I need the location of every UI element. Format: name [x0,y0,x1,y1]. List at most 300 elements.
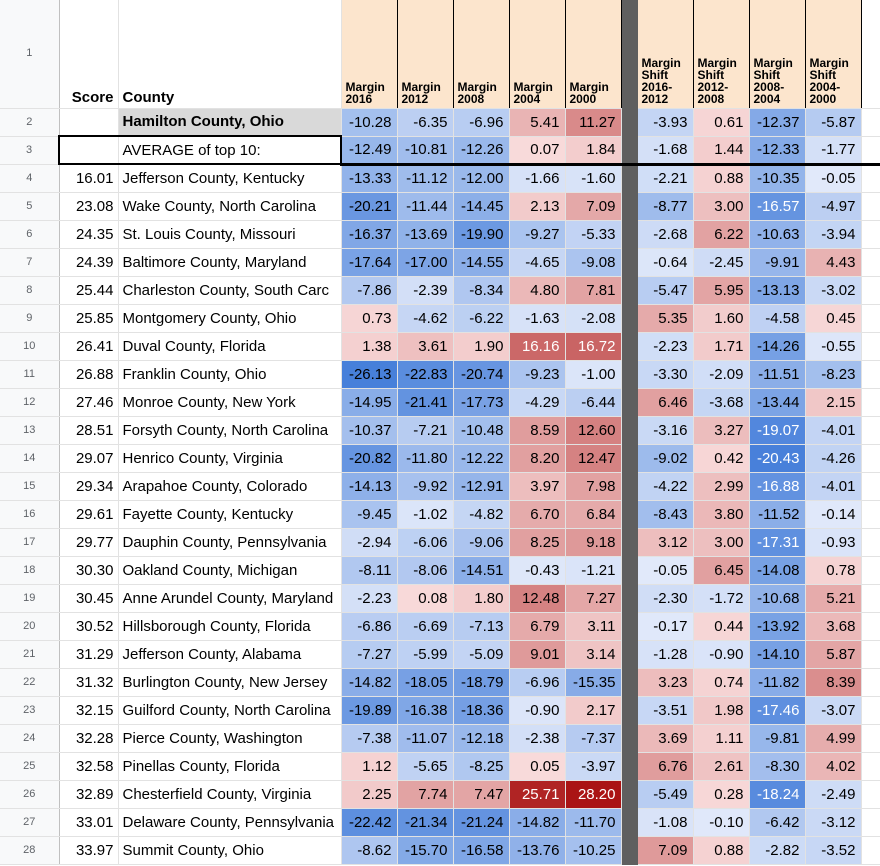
margin-cell[interactable]: -16.58 [453,836,509,864]
margin-cell[interactable]: -16.37 [341,220,397,248]
margin-cell[interactable]: 16.72 [565,332,621,360]
empty-cell[interactable] [861,276,880,304]
margin-cell[interactable]: -6.44 [565,388,621,416]
score-cell[interactable]: 32.28 [59,724,118,752]
margin-cell[interactable]: -6.69 [397,612,453,640]
margin-shift-cell[interactable]: -3.68 [693,388,749,416]
margin-shift-cell[interactable]: 7.09 [637,836,693,864]
county-cell[interactable]: Summit County, Ohio [118,836,341,864]
margin-shift-cell[interactable]: -2.21 [637,164,693,192]
margin-cell[interactable]: -14.95 [341,388,397,416]
score-cell[interactable]: 31.29 [59,640,118,668]
score-cell[interactable]: 30.45 [59,584,118,612]
margin-shift-cell[interactable]: -0.93 [805,528,861,556]
county-cell[interactable]: Jefferson County, Kentucky [118,164,341,192]
row-number[interactable]: 5 [0,192,59,220]
row-number[interactable]: 15 [0,472,59,500]
margin-cell[interactable]: 0.73 [341,304,397,332]
empty-cell[interactable] [861,304,880,332]
margin-cell[interactable]: -11.44 [397,192,453,220]
margin-cell[interactable]: 2.13 [509,192,565,220]
margin-cell[interactable]: -18.05 [397,668,453,696]
row-number[interactable]: 21 [0,640,59,668]
margin-cell[interactable]: -3.97 [565,752,621,780]
margin-cell[interactable]: 6.70 [509,500,565,528]
margin-cell[interactable]: -9.27 [509,220,565,248]
county-cell[interactable]: Franklin County, Ohio [118,360,341,388]
margin-cell[interactable]: -0.90 [509,696,565,724]
county-cell[interactable]: Chesterfield County, Virginia [118,780,341,808]
margin-shift-cell[interactable]: 0.42 [693,444,749,472]
margin-shift-cell[interactable]: 3.69 [637,724,693,752]
margin-cell[interactable]: -5.33 [565,220,621,248]
score-cell[interactable]: 29.77 [59,528,118,556]
row-number[interactable]: 16 [0,500,59,528]
margin-cell[interactable]: -18.36 [453,696,509,724]
margin-cell[interactable]: -2.38 [509,724,565,752]
margin-cell[interactable]: -6.96 [509,668,565,696]
margin-shift-cell[interactable]: -3.93 [637,108,693,136]
score-cell[interactable]: 26.41 [59,332,118,360]
county-cell[interactable]: Montgomery County, Ohio [118,304,341,332]
margin-cell[interactable]: 2.25 [341,780,397,808]
county-cell[interactable]: Wake County, North Carolina [118,192,341,220]
empty-cell[interactable] [861,528,880,556]
margin-shift-cell[interactable]: -0.64 [637,248,693,276]
margin-shift-cell[interactable]: -13.92 [749,612,805,640]
margin-cell[interactable]: 1.80 [453,584,509,612]
margin-cell[interactable]: -14.82 [509,808,565,836]
margin-cell[interactable]: 7.98 [565,472,621,500]
margin-cell[interactable]: 11.27 [565,108,621,136]
score-cell[interactable]: 26.88 [59,360,118,388]
margin-cell[interactable]: -7.13 [453,612,509,640]
margin-cell[interactable]: -13.33 [341,164,397,192]
margin-cell[interactable]: -14.51 [453,556,509,584]
margin-cell[interactable]: -8.06 [397,556,453,584]
margin-cell[interactable]: -6.22 [453,304,509,332]
margin-shift-cell[interactable]: -10.63 [749,220,805,248]
margin-cell[interactable]: -7.27 [341,640,397,668]
margin-shift-cell[interactable]: -12.37 [749,108,805,136]
margin-cell[interactable]: -1.63 [509,304,565,332]
margin-cell[interactable]: -20.21 [341,192,397,220]
row-number[interactable]: 13 [0,416,59,444]
empty-cell[interactable] [861,556,880,584]
margin-header[interactable]: Margin 2012 [397,0,453,108]
margin-cell[interactable]: 7.27 [565,584,621,612]
row-number[interactable]: 14 [0,444,59,472]
row-number[interactable]: 17 [0,528,59,556]
margin-shift-cell[interactable]: -8.43 [637,500,693,528]
score-cell[interactable]: 27.46 [59,388,118,416]
empty-cell[interactable] [861,416,880,444]
margin-shift-cell[interactable]: -10.35 [749,164,805,192]
empty-cell[interactable] [861,752,880,780]
margin-shift-header[interactable]: Margin Shift 2008-2004 [749,0,805,108]
margin-cell[interactable]: -7.38 [341,724,397,752]
margin-cell[interactable]: -16.38 [397,696,453,724]
margin-cell[interactable]: 3.14 [565,640,621,668]
margin-cell[interactable]: -6.35 [397,108,453,136]
margin-shift-cell[interactable]: -3.52 [805,836,861,864]
margin-shift-cell[interactable]: -0.14 [805,500,861,528]
empty-cell[interactable] [861,696,880,724]
margin-shift-cell[interactable]: -17.31 [749,528,805,556]
margin-cell[interactable]: -1.00 [565,360,621,388]
county-cell[interactable]: Forsyth County, North Carolina [118,416,341,444]
county-cell[interactable]: Hillsborough County, Florida [118,612,341,640]
margin-cell[interactable]: -2.23 [341,584,397,612]
margin-shift-cell[interactable]: -14.26 [749,332,805,360]
margin-cell[interactable]: -6.86 [341,612,397,640]
margin-cell[interactable]: -9.08 [565,248,621,276]
row-number[interactable]: 12 [0,388,59,416]
margin-shift-cell[interactable]: -14.08 [749,556,805,584]
margin-shift-cell[interactable]: -16.88 [749,472,805,500]
row-number[interactable]: 9 [0,304,59,332]
margin-shift-cell[interactable]: 3.00 [693,192,749,220]
margin-shift-cell[interactable]: 4.43 [805,248,861,276]
margin-cell[interactable]: -7.21 [397,416,453,444]
margin-cell[interactable]: -17.73 [453,388,509,416]
margin-shift-cell[interactable]: -9.91 [749,248,805,276]
margin-cell[interactable]: -4.62 [397,304,453,332]
margin-cell[interactable]: -9.45 [341,500,397,528]
empty-cell[interactable] [861,584,880,612]
margin-cell[interactable]: -8.34 [453,276,509,304]
margin-header[interactable]: Margin 2000 [565,0,621,108]
margin-shift-cell[interactable]: 1.98 [693,696,749,724]
margin-shift-header[interactable]: Margin Shift 2016-2012 [637,0,693,108]
margin-cell[interactable]: 0.05 [509,752,565,780]
margin-cell[interactable]: -10.28 [341,108,397,136]
empty-cell[interactable] [861,612,880,640]
margin-shift-cell[interactable]: 4.02 [805,752,861,780]
empty-cell[interactable] [861,668,880,696]
margin-cell[interactable]: 12.47 [565,444,621,472]
margin-shift-cell[interactable]: 1.44 [693,136,749,164]
margin-cell[interactable]: -19.90 [453,220,509,248]
margin-shift-cell[interactable]: -2.09 [693,360,749,388]
margin-shift-cell[interactable]: -4.58 [749,304,805,332]
county-cell[interactable]: Oakland County, Michigan [118,556,341,584]
margin-cell[interactable]: -14.45 [453,192,509,220]
margin-shift-cell[interactable]: -3.16 [637,416,693,444]
row-number[interactable]: 1 [0,0,59,108]
margin-cell[interactable]: -4.82 [453,500,509,528]
margin-shift-cell[interactable]: 3.27 [693,416,749,444]
empty-cell[interactable] [861,248,880,276]
margin-cell[interactable]: -6.96 [453,108,509,136]
margin-cell[interactable]: -1.60 [565,164,621,192]
margin-cell[interactable]: 7.47 [453,780,509,808]
margin-shift-cell[interactable]: -2.30 [637,584,693,612]
margin-cell[interactable]: -11.70 [565,808,621,836]
empty-cell[interactable] [861,108,880,136]
county-cell[interactable]: Arapahoe County, Colorado [118,472,341,500]
margin-shift-cell[interactable]: -17.46 [749,696,805,724]
margin-shift-cell[interactable]: 0.74 [693,668,749,696]
row-number[interactable]: 22 [0,668,59,696]
margin-shift-cell[interactable]: -2.45 [693,248,749,276]
margin-cell[interactable]: 25.71 [509,780,565,808]
margin-header[interactable]: Margin 2008 [453,0,509,108]
margin-shift-cell[interactable]: -2.68 [637,220,693,248]
margin-cell[interactable]: -21.34 [397,808,453,836]
margin-shift-cell[interactable]: 6.46 [637,388,693,416]
margin-shift-cell[interactable]: -0.17 [637,612,693,640]
score-cell[interactable]: 28.51 [59,416,118,444]
margin-shift-cell[interactable]: -8.77 [637,192,693,220]
margin-shift-header[interactable]: Margin Shift 2004-2000 [805,0,861,108]
margin-shift-cell[interactable]: -11.82 [749,668,805,696]
margin-shift-cell[interactable]: 2.61 [693,752,749,780]
empty-cell[interactable] [861,360,880,388]
margin-cell[interactable]: -8.62 [341,836,397,864]
county-cell[interactable]: St. Louis County, Missouri [118,220,341,248]
margin-cell[interactable]: -15.70 [397,836,453,864]
row-number[interactable]: 26 [0,780,59,808]
margin-cell[interactable]: 7.09 [565,192,621,220]
score-cell[interactable] [59,136,118,164]
margin-cell[interactable]: -5.99 [397,640,453,668]
margin-cell[interactable]: -11.80 [397,444,453,472]
row-number[interactable]: 4 [0,164,59,192]
margin-shift-cell[interactable]: -0.10 [693,808,749,836]
margin-cell[interactable]: -17.64 [341,248,397,276]
margin-cell[interactable]: -7.37 [565,724,621,752]
empty-cell[interactable] [861,836,880,864]
margin-shift-cell[interactable]: 5.35 [637,304,693,332]
margin-cell[interactable]: 4.80 [509,276,565,304]
margin-cell[interactable]: 16.16 [509,332,565,360]
margin-shift-cell[interactable]: -5.49 [637,780,693,808]
margin-cell[interactable]: -6.06 [397,528,453,556]
empty-cell[interactable] [861,388,880,416]
score-cell[interactable]: 32.89 [59,780,118,808]
margin-shift-cell[interactable]: -13.13 [749,276,805,304]
margin-shift-cell[interactable]: 5.21 [805,584,861,612]
margin-shift-cell[interactable]: -9.02 [637,444,693,472]
margin-shift-cell[interactable]: 2.15 [805,388,861,416]
margin-cell[interactable]: -15.35 [565,668,621,696]
score-cell[interactable]: 30.52 [59,612,118,640]
county-cell[interactable]: Pierce County, Washington [118,724,341,752]
margin-cell[interactable]: -18.79 [453,668,509,696]
row-number[interactable]: 3 [0,136,59,164]
score-header[interactable]: Score [59,0,118,108]
margin-cell[interactable]: -8.11 [341,556,397,584]
margin-shift-cell[interactable]: 0.44 [693,612,749,640]
margin-cell[interactable]: -21.41 [397,388,453,416]
margin-cell[interactable]: 1.84 [565,136,621,164]
margin-cell[interactable]: 8.59 [509,416,565,444]
margin-cell[interactable]: 12.60 [565,416,621,444]
score-cell[interactable]: 33.01 [59,808,118,836]
row-number[interactable]: 6 [0,220,59,248]
margin-cell[interactable]: -22.42 [341,808,397,836]
margin-cell[interactable]: -20.82 [341,444,397,472]
margin-shift-cell[interactable]: -4.01 [805,416,861,444]
margin-cell[interactable]: -10.37 [341,416,397,444]
margin-shift-cell[interactable]: -2.49 [805,780,861,808]
margin-cell[interactable]: -12.18 [453,724,509,752]
margin-cell[interactable]: 0.08 [397,584,453,612]
row-number[interactable]: 19 [0,584,59,612]
margin-shift-cell[interactable]: 5.87 [805,640,861,668]
row-number[interactable]: 24 [0,724,59,752]
margin-shift-cell[interactable]: 3.68 [805,612,861,640]
row-number[interactable]: 10 [0,332,59,360]
county-cell[interactable]: Henrico County, Virginia [118,444,341,472]
score-cell[interactable]: 33.97 [59,836,118,864]
county-cell[interactable]: Anne Arundel County, Maryland [118,584,341,612]
margin-cell[interactable]: 9.01 [509,640,565,668]
margin-cell[interactable]: -21.24 [453,808,509,836]
margin-header[interactable]: Margin 2016 [341,0,397,108]
margin-cell[interactable]: -1.02 [397,500,453,528]
margin-cell[interactable]: -10.48 [453,416,509,444]
score-cell[interactable]: 32.58 [59,752,118,780]
margin-shift-cell[interactable]: -3.30 [637,360,693,388]
margin-shift-cell[interactable]: -11.52 [749,500,805,528]
margin-shift-cell[interactable]: 0.45 [805,304,861,332]
margin-cell[interactable]: -12.26 [453,136,509,164]
score-cell[interactable]: 31.32 [59,668,118,696]
margin-shift-cell[interactable]: 6.22 [693,220,749,248]
margin-cell[interactable]: -2.08 [565,304,621,332]
margin-cell[interactable]: 12.48 [509,584,565,612]
score-cell[interactable]: 29.34 [59,472,118,500]
margin-cell[interactable]: -9.23 [509,360,565,388]
empty-cell[interactable] [861,0,880,108]
margin-cell[interactable]: 0.07 [509,136,565,164]
empty-cell[interactable] [861,444,880,472]
margin-cell[interactable]: 2.17 [565,696,621,724]
row-number[interactable]: 2 [0,108,59,136]
margin-shift-cell[interactable]: 4.99 [805,724,861,752]
margin-shift-cell[interactable]: -3.51 [637,696,693,724]
margin-shift-cell[interactable]: 3.80 [693,500,749,528]
margin-cell[interactable]: 8.25 [509,528,565,556]
margin-shift-cell[interactable]: -1.08 [637,808,693,836]
margin-cell[interactable]: -12.49 [341,136,397,164]
county-cell[interactable]: Jefferson County, Alabama [118,640,341,668]
empty-cell[interactable] [861,136,880,164]
margin-shift-cell[interactable]: -19.07 [749,416,805,444]
empty-cell[interactable] [861,164,880,192]
margin-cell[interactable]: -14.13 [341,472,397,500]
county-cell[interactable]: Dauphin County, Pennsylvania [118,528,341,556]
margin-cell[interactable]: -13.76 [509,836,565,864]
margin-cell[interactable]: 9.18 [565,528,621,556]
score-cell[interactable]: 25.85 [59,304,118,332]
margin-shift-cell[interactable]: -5.87 [805,108,861,136]
margin-cell[interactable]: 8.20 [509,444,565,472]
margin-shift-cell[interactable]: 3.12 [637,528,693,556]
margin-shift-cell[interactable]: -3.94 [805,220,861,248]
margin-shift-cell[interactable]: -0.05 [637,556,693,584]
margin-shift-cell[interactable]: 1.71 [693,332,749,360]
margin-shift-cell[interactable]: -4.22 [637,472,693,500]
score-cell[interactable]: 24.35 [59,220,118,248]
margin-shift-cell[interactable]: -3.12 [805,808,861,836]
margin-cell[interactable]: -14.82 [341,668,397,696]
empty-cell[interactable] [861,472,880,500]
margin-shift-cell[interactable]: -0.55 [805,332,861,360]
margin-shift-cell[interactable]: -5.47 [637,276,693,304]
margin-cell[interactable]: 6.84 [565,500,621,528]
margin-cell[interactable]: 6.79 [509,612,565,640]
county-cell[interactable]: Guilford County, North Carolina [118,696,341,724]
margin-cell[interactable]: 5.41 [509,108,565,136]
margin-shift-cell[interactable]: -13.44 [749,388,805,416]
score-cell[interactable]: 24.39 [59,248,118,276]
margin-shift-cell[interactable]: -2.82 [749,836,805,864]
row-number[interactable]: 23 [0,696,59,724]
margin-cell[interactable]: -19.89 [341,696,397,724]
score-cell[interactable]: 23.08 [59,192,118,220]
margin-cell[interactable]: -10.25 [565,836,621,864]
margin-cell[interactable]: 1.38 [341,332,397,360]
row-number[interactable]: 28 [0,836,59,864]
empty-cell[interactable] [861,220,880,248]
margin-shift-cell[interactable]: -20.43 [749,444,805,472]
county-cell[interactable]: Charleston County, South Carc [118,276,341,304]
score-cell[interactable]: 29.07 [59,444,118,472]
margin-cell[interactable]: -7.86 [341,276,397,304]
empty-cell[interactable] [861,332,880,360]
margin-shift-cell[interactable]: -1.68 [637,136,693,164]
row-number[interactable]: 25 [0,752,59,780]
county-header[interactable]: County [118,0,341,108]
margin-shift-cell[interactable]: 0.88 [693,836,749,864]
margin-shift-cell[interactable]: -8.30 [749,752,805,780]
score-cell[interactable]: 32.15 [59,696,118,724]
margin-cell[interactable]: -4.65 [509,248,565,276]
empty-cell[interactable] [861,724,880,752]
margin-shift-cell[interactable]: -1.72 [693,584,749,612]
margin-cell[interactable]: -20.74 [453,360,509,388]
margin-shift-cell[interactable]: -4.26 [805,444,861,472]
margin-cell[interactable]: 3.97 [509,472,565,500]
margin-shift-cell[interactable]: -2.23 [637,332,693,360]
county-cell[interactable]: Fayette County, Kentucky [118,500,341,528]
margin-shift-cell[interactable]: -0.90 [693,640,749,668]
margin-shift-cell[interactable]: 5.95 [693,276,749,304]
margin-cell[interactable]: 7.81 [565,276,621,304]
margin-cell[interactable]: -2.39 [397,276,453,304]
margin-cell[interactable]: -10.81 [397,136,453,164]
county-cell[interactable]: Burlington County, New Jersey [118,668,341,696]
margin-cell[interactable]: -9.06 [453,528,509,556]
margin-cell[interactable]: -22.83 [397,360,453,388]
margin-shift-cell[interactable]: -9.81 [749,724,805,752]
margin-shift-cell[interactable]: -4.01 [805,472,861,500]
empty-cell[interactable] [861,808,880,836]
margin-shift-cell[interactable]: -3.02 [805,276,861,304]
county-cell[interactable]: Baltimore County, Maryland [118,248,341,276]
margin-shift-cell[interactable]: 2.99 [693,472,749,500]
margin-shift-cell[interactable]: -4.97 [805,192,861,220]
score-cell[interactable]: 30.30 [59,556,118,584]
margin-cell[interactable]: -12.91 [453,472,509,500]
row-number[interactable]: 20 [0,612,59,640]
margin-shift-cell[interactable]: 1.11 [693,724,749,752]
margin-shift-cell[interactable]: 3.00 [693,528,749,556]
margin-cell[interactable]: -11.12 [397,164,453,192]
